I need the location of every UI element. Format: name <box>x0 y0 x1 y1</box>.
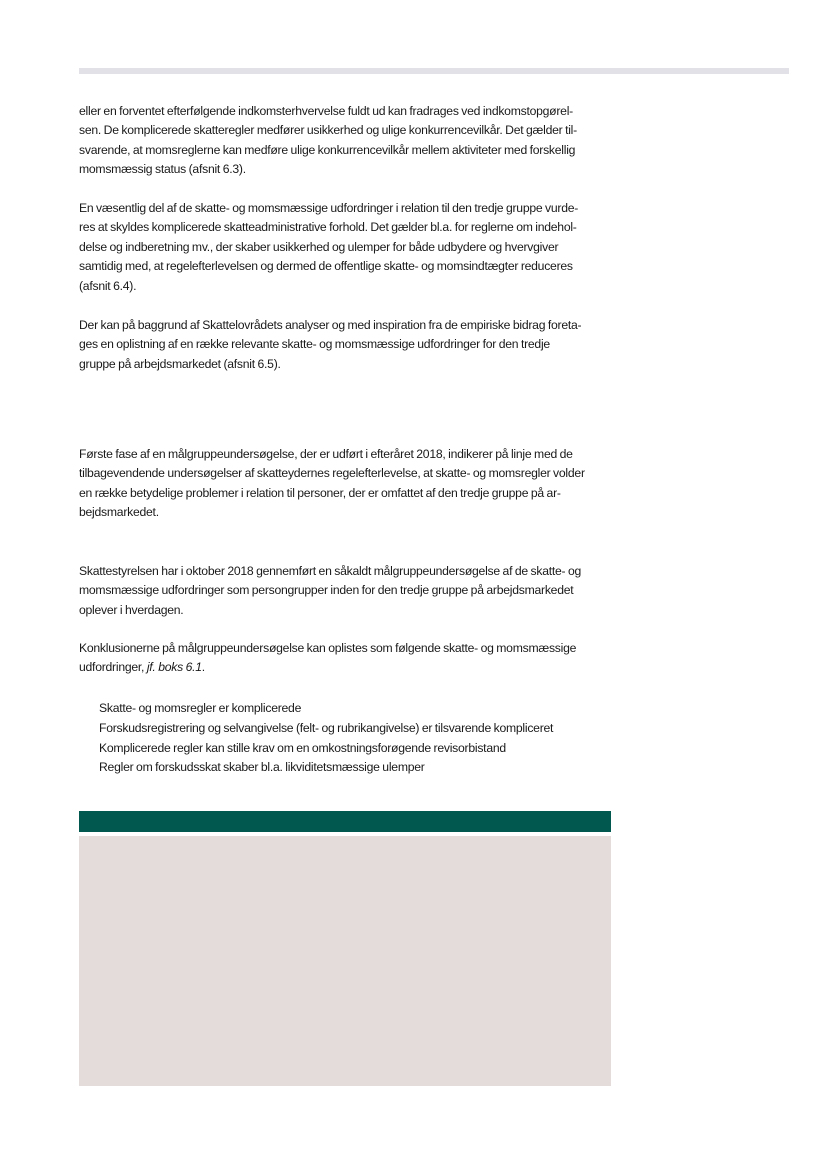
paragraph-1-line: momsmæssig status (afsnit 6.3). <box>79 162 246 177</box>
paragraph-3-line: gruppe på arbejdsmarkedet (afsnit 6.5). <box>79 356 281 371</box>
paragraph-4 <box>79 445 619 523</box>
list-item: Skatte- og momsregler er komplicerede <box>99 701 302 715</box>
top-rule <box>79 68 789 74</box>
paragraph-5-line: momsmæssige udfordringer som persongrupper inden for den tredje gruppe på arbejdsmarkedet <box>79 583 574 598</box>
paragraph-4-line: Første fase af en målgruppeundersøgelse, der er udført i efteråret 2018, indikerer på linje med de <box>79 447 573 461</box>
box-body <box>79 836 611 1086</box>
paragraph-4-line: en række betydelige problemer i relation til personer, der er omfattet af den tredje gruppe på ar- <box>79 485 561 500</box>
list-item: Komplicerede regler kan stille krav om en omkostningsforøgende revisorbistand <box>99 740 506 755</box>
paragraph-3-line: ges en oplistning af en række relevante skatte- og momsmæssige udfordringer for den tredje <box>79 337 550 352</box>
paragraph-3 <box>79 316 619 374</box>
paragraph-2-line: samtidig med, at regelefterlevelsen og dermed de offentlige skatte- og momsindtægter reduceres <box>79 259 573 274</box>
paragraph-6-line <box>79 658 619 677</box>
list-item: Regler om forskudsskat skaber bl.a. likviditetsmæssige ulemper <box>99 760 425 775</box>
paragraph-1-line: sen. De komplicerede skatteregler medfører usikkerhed og ulige konkurrencevilkår. Det gælder til- <box>79 123 577 138</box>
paragraph-6-prefix: udfordringer, <box>79 660 147 675</box>
paragraph-2-line: res at skyldes komplicerede skatteadministrative forhold. Det gælder bl.a. for reglerne om indehol- <box>79 220 577 235</box>
paragraph-2-line: delse og indberetning mv., der skaber usikkerhed og ulemper for både udbydere og hvervgiver <box>79 239 559 254</box>
paragraph-6-suffix: . <box>201 660 205 675</box>
paragraph-5-line: oplever i hverdagen. <box>79 602 184 617</box>
paragraph-2 <box>79 199 619 296</box>
paragraph-3-line: Der kan på baggrund af Skattelovrådets analyser og med inspiration fra de empiriske bidrag foreta- <box>79 318 582 332</box>
paragraph-6-line: Konklusionerne på målgruppeundersøgelse kan oplistes som følgende skatte- og momsmæssige <box>79 641 577 655</box>
paragraph-4-line: tilbagevendende undersøgelser af skatteydernes regelefterlevelse, at skatte- og momsregler volder <box>79 466 585 481</box>
challenges-list <box>99 699 553 778</box>
box-reference: jf. boks 6.1 <box>146 660 202 675</box>
paragraph-1 <box>79 102 619 180</box>
paragraph-1-line: svarende, at momsreglerne kan medføre ulige konkurrencevilkår mellem aktiviteter med forskellig <box>79 142 576 157</box>
paragraph-2-line: En væsentlig del af de skatte- og momsmæssige udfordringer i relation til den tredje gruppe vurde- <box>79 201 579 215</box>
list-item: Forskudsregistrering og selvangivelse (felt- og rubrikangivelse) er tilsvarende kompliceret <box>99 720 554 735</box>
paragraph-2-line: (afsnit 6.4). <box>79 278 137 293</box>
paragraph-5-line: Skattestyrelsen har i oktober 2018 gennemført en såkaldt målgruppeundersøgelse af de skatte- og <box>79 564 582 578</box>
box-header-bar <box>79 811 611 832</box>
paragraph-1-line: eller en forventet efterfølgende indkomsterhvervelse fuldt ud kan fradrages ved indkomstopgørel- <box>79 104 573 118</box>
paragraph-5 <box>79 562 619 620</box>
paragraph-6 <box>79 639 619 678</box>
paragraph-4-line: bejdsmarkedet. <box>79 505 159 520</box>
